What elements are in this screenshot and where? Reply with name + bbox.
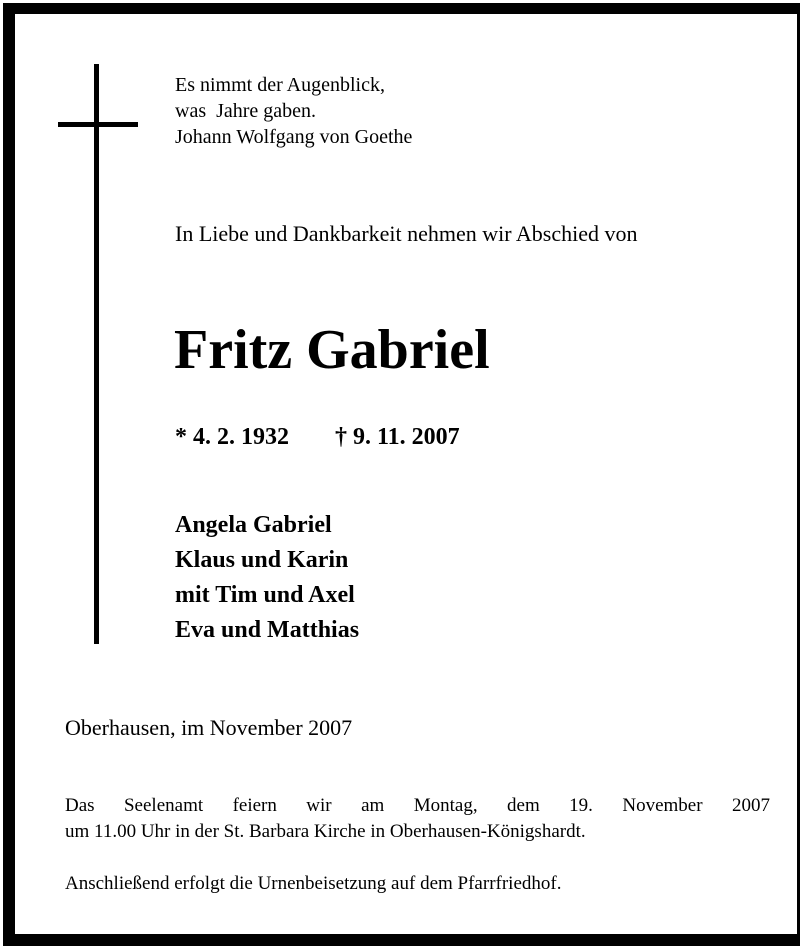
death-date: † 9. 11. 2007 [335, 424, 460, 450]
cross-icon-vertical-bar [94, 64, 99, 644]
farewell-intro: In Liebe und Dankbarkeit nehmen wir Abschied von [175, 221, 638, 246]
place-and-date: Oberhausen, im November 2007 [65, 715, 353, 740]
burial-notice: Anschließend erfolgt die Urnenbeisetzung auf dem Pfarrfriedhof. [65, 873, 562, 894]
quote-line-1: Es nimmt der Augenblick, [175, 74, 385, 96]
obituary-frame [3, 3, 800, 946]
service-line-2: um 11.00 Uhr in der St. Barbara Kirche in Oberhausen-Königshardt. [65, 821, 586, 842]
service-notice [65, 793, 770, 845]
service-line-1: Das Seelenamt feiern wir am Montag, dem 19. November 2007 [65, 795, 770, 816]
mourner-item: Klaus und Karin [175, 547, 349, 573]
mourners-list [175, 508, 359, 648]
life-dates [175, 422, 460, 452]
birth-date: * 4. 2. 1932 [175, 424, 289, 450]
goethe-quote [175, 72, 412, 150]
mourner-item: mit Tim und Axel [175, 582, 355, 608]
mourner-item: Eva und Matthias [175, 617, 360, 643]
quote-line-2: was Jahre gaben. [175, 100, 317, 122]
mourner-item: Angela Gabriel [175, 512, 332, 538]
cross-icon-horizontal-bar [58, 122, 138, 127]
deceased-name: Fritz Gabriel [174, 319, 490, 381]
quote-author: Johann Wolfgang von Goethe [175, 126, 413, 148]
